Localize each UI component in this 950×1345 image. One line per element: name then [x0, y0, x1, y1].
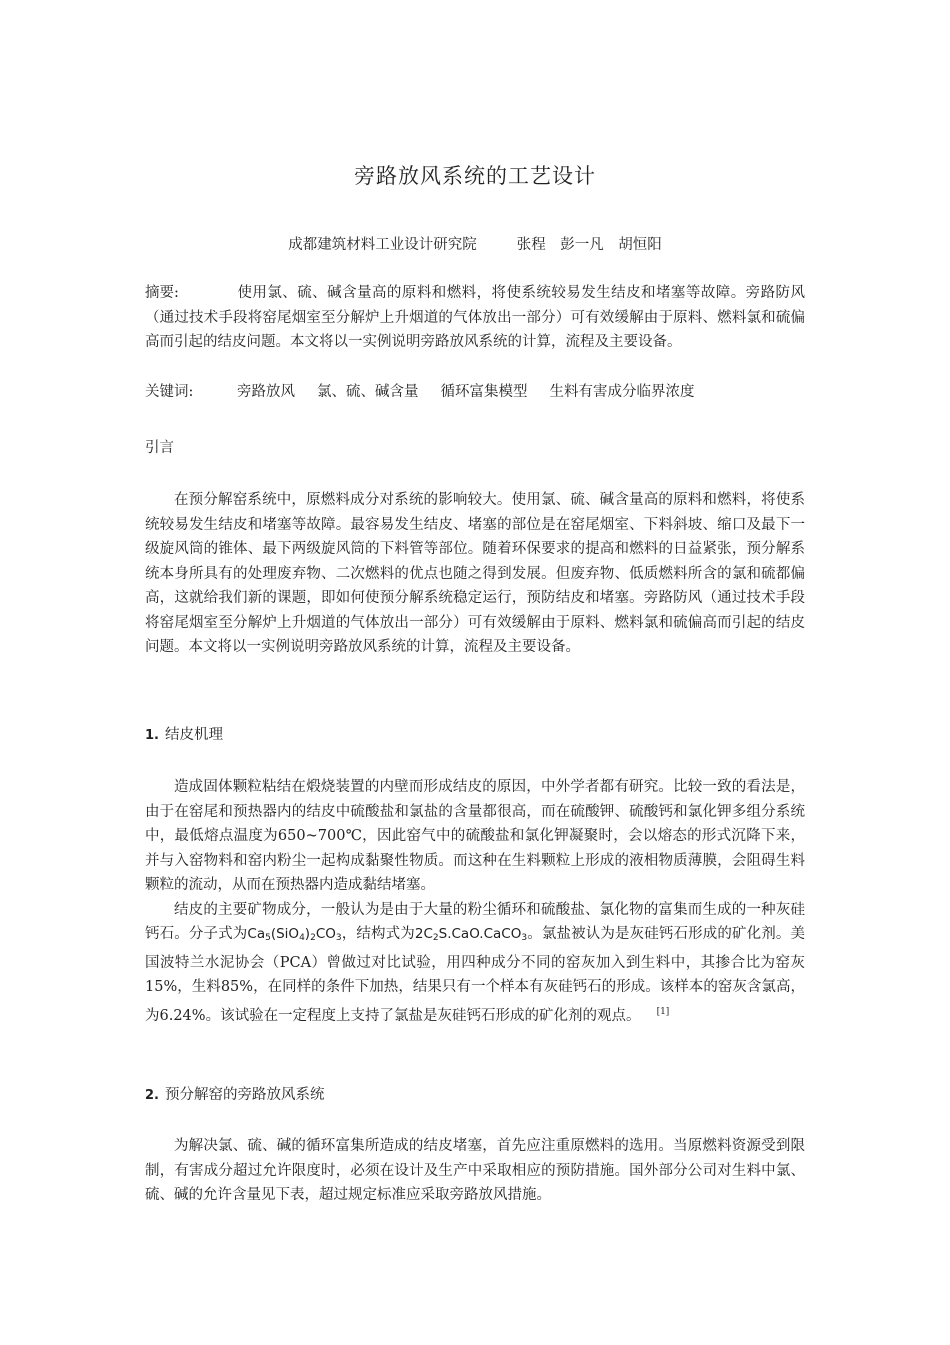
intro-heading: 引言 [145, 440, 174, 456]
section-1-body [145, 775, 805, 1028]
section-1-paragraph-2: 结皮的主要矿物成分，一般认为是由于大量的粉尘循环和硫酸盐、氯化物的富集而生成的一种灰硅钙石。分子式为$Ca_5(SiO_4)_2CO_3$，结构式为$2C_2S.CaO.CaCO_3$。氯盐被认为是灰硅钙石形成的矿化剂。美国波特兰水泥协会（PCA）曾做过对比试验，用四种成分不同的窑灰加入到生料中，其掺合比为窑灰15%，生料85%，在同样的条件下加热，结果只有一个样本有灰硅钙石的形成。该样本的窑灰含氯高，为6.24%。该试验在一定程度上支持了氯盐是灰硅钙石形成的矿化剂的观点。 [1] [145, 901, 806, 1024]
keyword-item: 旁路放风 [237, 384, 295, 400]
section-1-heading [145, 723, 223, 744]
citation-ref: [1] [656, 1006, 670, 1017]
document-title: 旁路放风系统的工艺设计 [354, 164, 596, 188]
section-2-number: 2. [145, 1088, 159, 1103]
molecular-formula: $Ca_5(SiO_4)_2CO_3$ [247, 926, 342, 943]
section-1-paragraph-1: 造成固体颗粒粘结在煅烧装置的内壁而形成结皮的原因，中外学者都有研究。比较一致的看法是，由于在窑尾和预热器内的结皮中硫酸盐和氯盐的含量都很高，而在硫酸钾、硫酸钙和氯化钾多组分系统中，最低熔点温度为650~700℃，因此窑气中的硫酸盐和氯化钾凝聚时，会以熔态的形式沉降下来，并与入窑物料和窑内粉尘一起构成黏聚性物质。而这种在生料颗粒上形成的液相物质薄膜，会阻碍生料颗粒的流动，从而在预热器内造成黏结堵塞。 [145, 779, 805, 893]
section-2-heading [145, 1083, 324, 1104]
keyword-item: 生料有害成分临界浓度 [549, 384, 695, 400]
author-names: 张程 彭一凡 胡恒阳 [516, 237, 662, 253]
intro-paragraph [145, 488, 805, 660]
section-2-body [145, 1134, 805, 1208]
institute-name: 成都建筑材料工业设计研究院 [288, 237, 477, 253]
section-2-paragraph-1: 为解决氯、硫、碱的循环富集所造成的结皮堵塞，首先应注重原燃料的选用。当原燃料资源受到限制，有害成分超过允许限度时，必须在设计及生产中采取相应的预防措施。国外部分公司对生料中氯、硫、碱的允许含量见下表，超过规定标准应采取旁路放风措施。 [145, 1138, 805, 1203]
affiliation-line [0, 233, 950, 254]
abstract-label: 摘要: [145, 285, 179, 301]
keyword-item: 循环富集模型 [440, 384, 528, 400]
keyword-item: 氯、硫、碱含量 [317, 384, 419, 400]
abstract-text: 使用氯、硫、碱含量高的原料和燃料，将使系统较易发生结皮和堵塞等故障。旁路防风（通过技术手段将窑尾烟室至分解炉上升烟道的气体放出一部分）可有效缓解由于原料、燃料氯和硫偏高而引起的结皮问题。本文将以一实例说明旁路放风系统的计算，流程及主要设备。 [145, 285, 805, 350]
section-1-title: 结皮机理 [164, 727, 223, 743]
keywords-block [145, 380, 805, 405]
structural-formula: $2C_2S.CaO.CaCO_3$ [414, 926, 528, 943]
section-1-number: 1. [145, 728, 159, 743]
section-2-title: 预分解窑的旁路放风系统 [164, 1087, 325, 1103]
intro-text: 在预分解窑系统中，原燃料成分对系统的影响较大。使用氯、硫、碱含量高的原料和燃料，将使系统较易发生结皮和堵塞等故障。最容易发生结皮、堵塞的部位是在窑尾烟室、下料斜坡、缩口及最下一级旋风筒的锥体、最下两级旋风筒的下料管等部位。随着环保要求的提高和燃料的日益紧张，预分解系统本身所具有的处理废弃物、二次燃料的优点也随之得到发展。但废弃物、低质燃料所含的氯和硫都偏高，这就给我们新的课题，即如何使预分解系统稳定运行，预防结皮和堵塞。旁路防风（通过技术手段将窑尾烟室至分解炉上升烟道的气体放出一部分）可有效缓解由于原料、燃料氯和硫偏高而引起的结皮问题。本文将以一实例说明旁路放风系统的计算，流程及主要设备。 [145, 492, 805, 655]
abstract-block [145, 281, 805, 355]
keywords-label: 关键词: [145, 384, 194, 400]
